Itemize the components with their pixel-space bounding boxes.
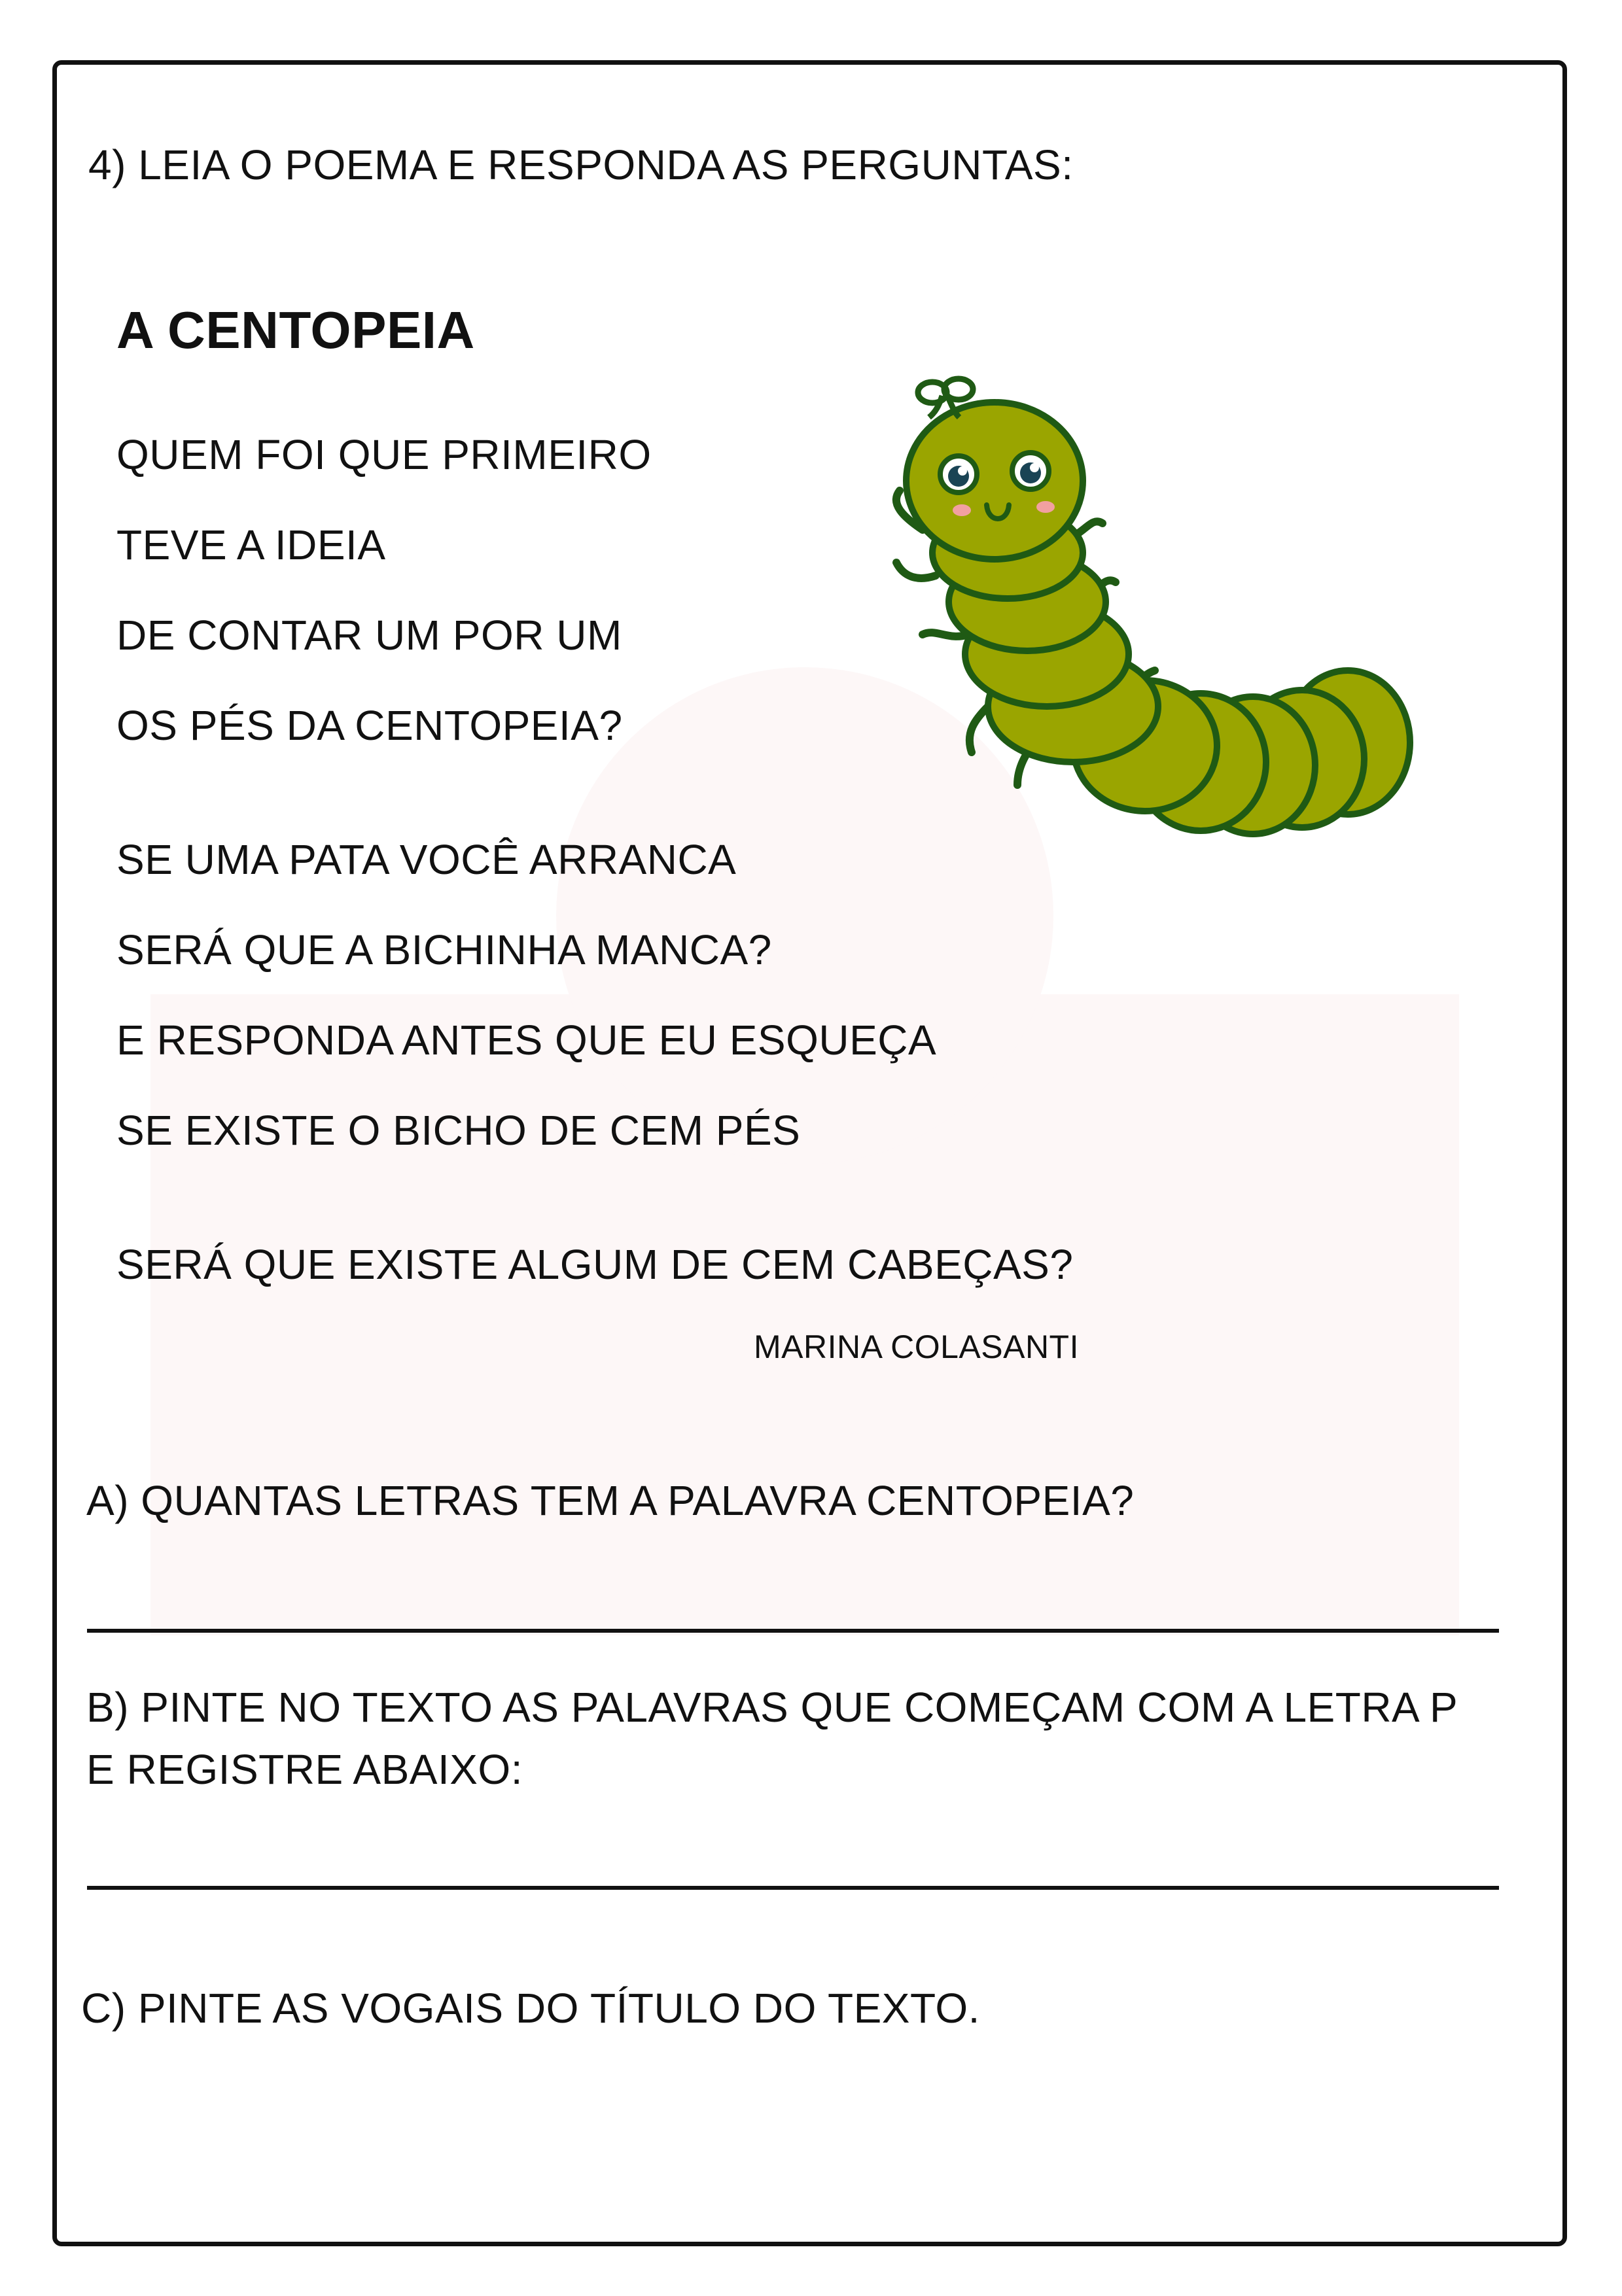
question-b-continued: E REGISTRE ABAIXO:	[86, 1746, 523, 1793]
answer-line-b[interactable]	[87, 1886, 1499, 1890]
poem-line: SE UMA PATA VOCÊ ARRANCA	[116, 836, 737, 883]
poem-line: TEVE A IDEIA	[116, 521, 386, 568]
answer-line-a[interactable]	[87, 1629, 1499, 1633]
poem-line: QUEM FOI QUE PRIMEIRO	[116, 431, 652, 478]
poem-author: MARINA COLASANTI	[754, 1329, 1079, 1365]
question-b: B) PINTE NO TEXTO AS PALAVRAS QUE COMEÇAM COM A LETRA P	[86, 1684, 1458, 1731]
poem-line: SERÁ QUE EXISTE ALGUM DE CEM CABEÇAS?	[116, 1241, 1074, 1288]
poem-line: DE CONTAR UM POR UM	[116, 612, 622, 659]
question-c: C) PINTE AS VOGAIS DO TÍTULO DO TEXTO.	[81, 1985, 980, 2032]
question-a: A) QUANTAS LETRAS TEM A PALAVRA CENTOPEIA?	[86, 1477, 1135, 1524]
instruction-heading: 4) LEIA O POEMA E RESPONDA AS PERGUNTAS:	[88, 141, 1074, 188]
caterpillar-illustration	[877, 366, 1413, 929]
poem-line: SERÁ QUE A BICHINHA MANCA?	[116, 926, 772, 973]
poem-title: A CENTOPEIA	[116, 301, 475, 359]
poem-line: SE EXISTE O BICHO DE CEM PÉS	[116, 1107, 801, 1154]
poem-line: E RESPONDA ANTES QUE EU ESQUEÇA	[116, 1017, 937, 1064]
poem-line: OS PÉS DA CENTOPEIA?	[116, 702, 623, 749]
